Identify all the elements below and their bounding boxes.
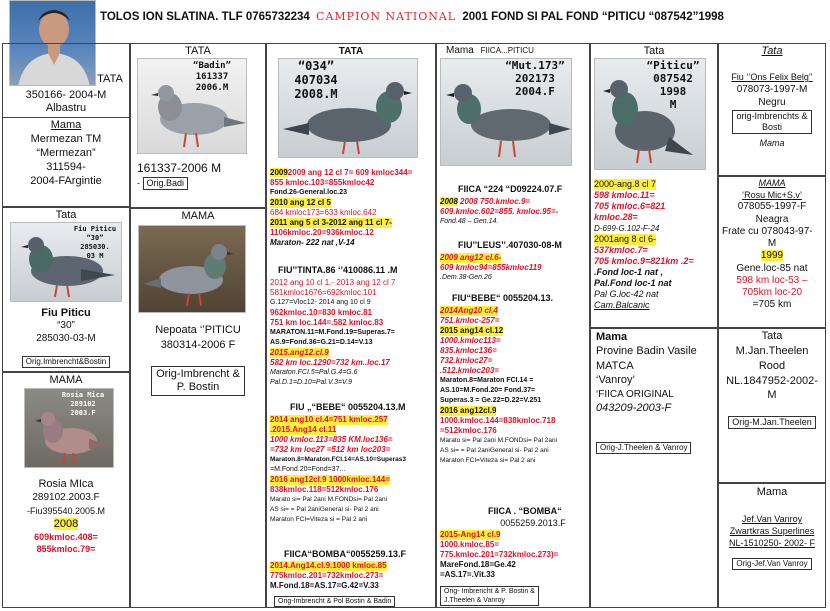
col4-bebe-line: 2015 ang14 cl.12 (440, 326, 504, 335)
col4-bebe-line: Maraton.8=Maraton FCI.14 = (440, 377, 534, 384)
tag-line: 285030. (80, 243, 110, 251)
col4-bomba-orig2: J.Theelen & Vanroy (444, 597, 505, 604)
col6-tata-label: Tata (761, 45, 783, 57)
col6-mama-res3: =705 km (752, 299, 792, 310)
col4-bebe-line: 2016 ang12cl.9 (440, 406, 497, 415)
col3-tata-photo (278, 58, 418, 158)
tag-line: “30” (86, 234, 104, 242)
col3-tata-tag (279, 59, 353, 101)
col1-mama2-res1: 609kmloc.408= (34, 532, 98, 542)
col3-tinta-line: 581kmloc1676=692kmloc.101 (270, 288, 377, 297)
tag-line: “034” (297, 59, 335, 73)
col6-tata2-orig-wrap (720, 416, 824, 429)
col4-bomba-line: MareFond.18=Ge.42 (440, 560, 516, 569)
col4-header (446, 45, 588, 57)
col4-f224-line: Fond.48 – Gen.14. (440, 218, 499, 225)
col6-mama-gene: Gene.loc-85 nat (736, 263, 808, 274)
col5-mama-orig: ‘FIICA ORIGINAL (596, 389, 674, 400)
tag-line: 2006.M (195, 83, 229, 93)
col3-bomba-line: 775kmloc.201=732kmloc.273= (270, 571, 384, 580)
col4-bomba-orig-wrap (440, 586, 588, 606)
col5-res-line: 2000-ang.8 cl 7 (594, 179, 657, 189)
col3-bebe-line: AS si= = Pal 2aniGeneral si- Pal 2 ani (270, 506, 379, 513)
col1-tata2-label: Tata (55, 209, 77, 221)
col3-bomba-orig-wrap (274, 596, 434, 607)
col5-res-line: 705 kmloc.9=821km .2= (594, 256, 694, 266)
col3-res-line: Fond.26-General.loc.23 (270, 189, 348, 196)
col6-tata-mama: Mama (759, 138, 785, 148)
col6-mama2-ring: NL-1510250- 2002- F (728, 538, 816, 548)
col4-bomba-results (440, 530, 588, 580)
tag-line: 2004.F (515, 85, 555, 98)
col6-tata2-orig: Orig-M.Jan.Theelen (728, 416, 816, 429)
col6-mama2-nick: Zwartkras Superlines (729, 526, 815, 536)
col1-tata-color: Albastru (45, 102, 87, 114)
col5-res-line: Pal.Fond loc-1 nat (594, 278, 672, 288)
col6-tata2-name: M.Jan.Theelen (735, 345, 809, 357)
col4-bomba-line: 775.kmloc.201=732kmloc.273)= (440, 550, 559, 559)
col3-res-line: 2011 ang 5 cl 3-2012 ang 11 cl 7- (270, 218, 392, 227)
col1-mama2-year-wrap (4, 518, 128, 531)
col6-mama-color: Neagra (755, 214, 789, 225)
col3-results (270, 168, 434, 248)
col3-bomba-title: FIICA“BOMBA“0055259.13.F (284, 549, 407, 559)
tag-line: 03 M (86, 252, 104, 260)
col6-mama2-label: Mama (756, 486, 788, 498)
col3-bebe-results (270, 415, 434, 525)
col4-bebe-line: AS si= = Pal 2aniGeneral si- Pal 2 ani (440, 447, 549, 454)
col5-mama-label: Mama (596, 331, 628, 343)
col1-mama-ring: 311594- (46, 161, 86, 173)
col3-tata-label: TATA (338, 46, 364, 57)
col5-mama-orig-box: Orig-J.Theelen & Vanroy (596, 442, 691, 454)
col6-mama-m: M (767, 238, 777, 249)
col4-bebe-line: 835.kmloc136= (440, 346, 497, 355)
tag-line: 407034 (294, 73, 338, 87)
col2-mama-orig1: Orig-Imbrencht & (156, 368, 240, 380)
col5-mama-nick: ‘Vanroy’ (596, 374, 635, 386)
col6-mama-frate: Frate cu 078043-97- (722, 226, 813, 237)
col5-res-line: 537kmloc.7= (594, 245, 648, 255)
tag-line: M (669, 98, 677, 111)
col6-mama2-orig-wrap (720, 558, 824, 570)
col6-tata-orig2: Bosti (761, 122, 782, 132)
col3-tinta-title: FIU’’TINTA.86 ‘’410086.11 .M (278, 265, 398, 275)
col6-mama-res1: 598 km loc-53 – (736, 275, 808, 286)
col6-mama-nick: ‘Rosu Mic+S.v’ (742, 190, 802, 200)
col4-bomba-orig-box (440, 586, 539, 606)
col4-fiica-label: FIICA...PITICU (480, 46, 534, 55)
col3-bebe-line: Maraton.8=Maraton.FCI.14=AS.10=Superas3 (270, 456, 407, 463)
col4-bomba-line: 1000.kmloc.85= (440, 540, 499, 549)
col2-tata-label: TATA (185, 45, 211, 57)
col3-bomba-orig: Orig-Imbrencht & Pol Bostin & Badin (274, 596, 395, 607)
col6-tata-orig-box (732, 110, 811, 134)
col3-tinta-line: Maraton.FCI.5=Pal.G.4=G.6 (270, 369, 358, 376)
owner-line: TOLOS ION SLATINA. TLF 0765732234 (100, 11, 310, 23)
col1-mama2-year: 2008 (53, 518, 79, 530)
col4-leus-results (440, 253, 588, 283)
col2-mama-name: Nepoata ‘’PITICU (155, 324, 241, 336)
col3-bebe-line: Marato si= Pal 2ani M.FONDsi= Pal 2ani (270, 496, 388, 503)
col2-tata-orig: - Orig.Badi (137, 178, 188, 188)
col4-mama-tag (497, 59, 572, 98)
col3-bebe-line: 2016 ang12cl.9 1000kmloc.144= (270, 475, 390, 484)
col5-res-line: D-699-G.102-F-24 (594, 224, 660, 233)
col3-res-line: Maraton- 222 nat ,V-14 (270, 238, 355, 247)
col1-mama2-name: Rosia MIca (38, 478, 94, 490)
col3-res-line: 20092009 ang 12 cl 7= 609 kmloc344= (270, 168, 413, 177)
col1-tata-label: TATA (97, 73, 123, 85)
col5-res-line: Cam.Balcanic (594, 300, 650, 310)
col3-tinta-line: G.127=Vloc12- 2014 ang 10 cl 9 (270, 299, 371, 306)
col5-mama-name: Provine Badin Vasile (596, 345, 697, 357)
col4-bebe-line: AS.10=M.Fond.20= Fond.37= (440, 387, 536, 394)
col4-bebe-line: 1000.kmloc113= (440, 336, 501, 345)
col4-bomba-ring: 0055259.2013.F (500, 518, 566, 528)
col4-bebe-results (440, 306, 588, 466)
col4-bebe-title: FIU“BEBE“ 0055204.13. (452, 293, 554, 303)
col4-f224-line: 2008 2008 750.kmloc.9= (440, 197, 531, 206)
col6-mama-year: 1999 (760, 250, 784, 261)
col4-bebe-line: Marato si= Pal 2ani M.FONDsi= Pal 2ani (440, 437, 558, 444)
tag-line: 1998 (659, 85, 687, 98)
col4-f224-results (440, 197, 588, 227)
col5-results (594, 179, 718, 311)
col3-tinta-line: 2012 ang 10 cl 1.- 2013 ang 12 cl 7 (270, 278, 396, 287)
col2-tata-tag (178, 61, 246, 94)
col4-f224-line: 609.kmloc.602=855. kmloc.95=- (440, 207, 559, 216)
col6-tata-color: Negru (758, 97, 786, 108)
tag-line: Fiu Piticu (73, 225, 117, 233)
col5-res-line: kmloc.28= (594, 212, 638, 222)
col3-tinta-line: Pal.D.1=D.10=Pal.V.3=V.9 (270, 379, 353, 386)
col1-tata2-ring: 285030-03-M (36, 333, 96, 344)
col3-bebe-line: 838kmloc.118=512kmloc.176 (270, 485, 379, 494)
col4-bebe-line: 1000.kmloc.144=838kmloc.718 (440, 416, 556, 425)
col4-bomba-orig1: Orig- Imbrencht & P. Bostin & (444, 588, 535, 595)
col4-bebe-line: =512kmloc.176 (440, 426, 497, 435)
col2-tata-photo (137, 58, 247, 154)
col1-mama2-photo (24, 388, 114, 468)
col1-mama2-tag (53, 391, 113, 418)
col1-mama2-res2: 855kmloc.79= (36, 544, 96, 554)
tag-line: 2003.F (70, 409, 96, 417)
col3-tinta-results (270, 278, 434, 388)
tag-line: “Piticu” (646, 59, 700, 72)
col3-tinta-line: 751 km loc.144=.582 kmloc.83 (270, 318, 384, 327)
col1-tata2-orig (4, 356, 128, 368)
col3-tinta-line: AS.9=Fond.36=G.21=D.14=V.13 (270, 339, 373, 346)
col5-res-line: Pal G.loc-42 nat (594, 289, 659, 299)
col6-mama2-name: Jef.Van Vanroy (741, 514, 803, 524)
col6-mama-ring: 078055-1997-F (737, 201, 807, 212)
col2-mama-label: MAMA (181, 210, 215, 222)
col5-res-line: 705 kmloc.6=821 (594, 201, 666, 211)
col1-tata2-photo (10, 222, 122, 302)
col1-tata2-tag (69, 225, 121, 261)
col5-tata-label: Tata (643, 45, 665, 57)
col6-mama-year-wrap (720, 250, 824, 262)
col6-tata-orig: orig-Imbrenchts & (736, 111, 808, 121)
col4-leus-line: .Dem.38-Gen.26 (440, 274, 492, 281)
col1-tata2-name: Fiu Piticu (41, 307, 91, 319)
col3-bebe-line: =732 km loc27 =512 km loc203= (270, 445, 391, 454)
col3-tinta-line: 2015.ang12.cl.9 (270, 348, 329, 357)
col3-res-line: 1106kmloc.20=936kmloc.12 (270, 228, 374, 237)
col4-bebe-line: 732.kmloc27= (440, 356, 493, 365)
col6-mama-res2: 705km loc-20 (741, 287, 803, 298)
col3-bomba-results (270, 561, 434, 591)
col1-mama-name: Mermezan TM (30, 133, 102, 145)
program-title: 2001 FOND SI PAL FOND “PITICU “087542”1998 (462, 11, 724, 23)
col4-leus-line: 2009 ang12 cl.6- (440, 253, 502, 262)
col3-res-line: 855 kmloc.103=855kmloc42 (270, 178, 375, 187)
col5-res-line: 2001ang 8 cl 6- (594, 234, 657, 244)
col6-tata-fiu: Fiu ‘’Ons Felix Belg’’ (731, 72, 813, 82)
col4-bebe-line: Superas.3 = Ge.22=D.22=V.251 (440, 397, 542, 404)
col3-bebe-line: 2014 ang10 cl.4=751 kmloc.257 (270, 415, 388, 424)
col5-mama-matca: MATCA (596, 360, 634, 372)
col3-bomba-line: 2014.Ang14.cl.9.1000 kmloc.85 (270, 561, 387, 570)
tag-line: “Badin” (193, 61, 231, 71)
col5-tata-photo (594, 58, 706, 170)
tag-line: 202173 (515, 72, 555, 85)
col5-res-line: .Fond loc-1 nat , (594, 267, 663, 277)
col4-leus-title: FIU’’LEUS’’.407030-08-M (458, 240, 562, 250)
col3-tinta-line: 582 km loc.1290=732 km..loc.17 (270, 358, 390, 367)
col2-tata-orig-box: Orig.Badi (143, 177, 189, 190)
col4-bebe-line: 2014Ang10 cl.4 (440, 306, 498, 315)
col3-bebe-line: =M.Fond.20=Fond=37... (270, 466, 346, 473)
col2-mama-orig-box (151, 366, 245, 396)
col3-tinta-line: MARATON.11=M.Fond.19=Superas.7= (270, 329, 395, 336)
col3-bomba-line: M.Fond.18=AS.17=G.42=V.33 (270, 581, 379, 590)
col1-mama-nick: “Mermezan” (36, 147, 96, 159)
col4-bebe-line: .512.kmloc203= (440, 366, 499, 375)
tag-line: 087542 (653, 72, 693, 85)
col3-bebe-line: .2015.Ang14 cl.11 (270, 425, 337, 434)
pigeon-icon (139, 226, 246, 313)
col4-f224-title: FIICA “224 “D09224.07.F (458, 184, 563, 194)
col4-mama-label: Mama (446, 45, 474, 56)
col1-tata2-orig-box: Orig.Imbrencht&Bostin (22, 356, 110, 368)
col2-tata-ring: 161337-2006 M (137, 161, 222, 175)
col6-tata-orig-wrap (720, 110, 824, 134)
col2-tata-orig-wrap (137, 177, 265, 190)
col2-mama-orig2: P. Bostin (176, 381, 220, 393)
tag-line: 2008.M (294, 87, 338, 101)
col6-tata-ring: 078073-1997-M (736, 84, 808, 95)
col3-res-line: 2010 ang 12 cl 5 (270, 198, 331, 207)
col6-mama-label: MAMA (758, 178, 786, 188)
col5-mama-ring: 043209-2003-F (596, 402, 672, 414)
col2-mama-photo (138, 225, 246, 313)
col6-tata2-label: Tata (761, 330, 783, 342)
col5-mama-orig-wrap (596, 442, 716, 454)
col1-mama2-son: -Fiu395540.2005.M (26, 506, 106, 516)
col3-res-line: 684 kmloc173=633 kmloc.642 (270, 208, 377, 217)
col5-res-line: 598 kmloc.11= (594, 190, 655, 200)
col3-bebe-title: FIU „“BEBE“ 0055204.13.M (290, 402, 406, 412)
col4-leus-line: 609 kmloc94=855kmloc119 (440, 263, 542, 272)
col4-bomba-title: FIICA . “BOMBA“ (488, 506, 562, 516)
col6-tata2-color: Rood (758, 360, 786, 372)
col2-mama-ring: 380314-2006 F (160, 339, 236, 351)
col3-bebe-line: Maraton FCI=Viteza si = Pal 2 ani (270, 516, 368, 523)
col5-tata-tag (641, 59, 705, 111)
col1-mama-label: Mama (50, 119, 82, 131)
col4-bomba-line: 2015-Ang14 cl.9 (440, 530, 501, 539)
page-header (100, 10, 825, 30)
col3-bebe-line: 1000 kmloc.113=835 KM.loc136= (270, 435, 393, 444)
col6-tata2-m: M (767, 389, 777, 401)
tag-line: 289102 (70, 400, 96, 408)
col4-bebe-line: Maraton FCI=Viteza si= Pal 2 ani (440, 457, 536, 464)
col6-tata2-ring: NL.1847952-2002- (726, 375, 818, 387)
col4-bebe-line: 751.kmloc-257= (440, 316, 500, 325)
col1-mama2-label: MAMA (49, 374, 83, 386)
col1-mama-color: 2004-FArgintie (30, 175, 102, 187)
tag-line: “Mut.173” (505, 59, 565, 72)
champion-title: CAMPION NATIONAL (316, 10, 457, 23)
tag-line: 161337 (195, 72, 229, 82)
col3-tinta-line: 962kmloc.10=830 kmloc.81 (270, 308, 373, 317)
col1-tata2-nick: “30” (57, 320, 75, 331)
col1-tata-ring: 350166- 2004-M (25, 89, 107, 101)
col4-bomba-line: =AS.17=.Vit.33 (440, 570, 495, 579)
col6-mama2-orig: Orig-Jef.Van Vanroy (732, 558, 811, 570)
col1-mama2-ring: 289102.2003.F (32, 492, 100, 503)
tag-line: Rosia Mica (61, 391, 105, 399)
col4-mama-photo (440, 58, 572, 166)
col2-mama-orig-wrap (132, 366, 264, 396)
